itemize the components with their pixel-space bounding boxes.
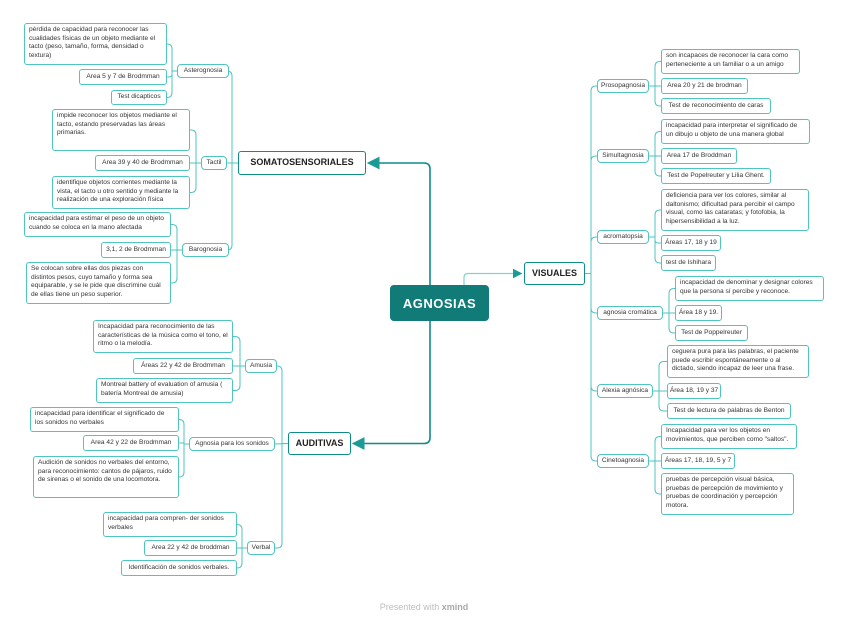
detail-cinetoagnosia-test: pruebas de percepción visual básica, pruebas de percepción de movimiento y pruebas de coordinación y percepción motora. bbox=[661, 473, 794, 515]
detail-sonidos-test: Audición de sonidos no verbales del entorno, para reconocimiento: cantos de pájaros, ruido de sirenas o el sonido de una locomotora. bbox=[33, 456, 179, 498]
connector-detail-cinetoagnosia-test bbox=[649, 461, 661, 494]
detail-verbal-area: Area 22 y 42 de broddman bbox=[144, 540, 237, 556]
connector-detail-alexia-test bbox=[653, 391, 667, 411]
connector-visuales bbox=[464, 274, 520, 286]
detail-prosopagnosia-area: Area 20 y 21 de brodman bbox=[661, 78, 748, 94]
central-topic[interactable]: AGNOSIAS bbox=[390, 285, 489, 321]
connector-detail-alexia-definition bbox=[653, 362, 667, 392]
connector-topic-barognosia bbox=[227, 163, 238, 250]
connector-detail-verbal-test bbox=[237, 548, 247, 568]
branch-somatosensoriales[interactable]: SOMATOSENSORIALES bbox=[238, 151, 366, 175]
topic-prosopagnosia[interactable]: Prosopagnosia bbox=[597, 79, 649, 93]
detail-cromatica-definition: incapacidad de denominar y designar colores que la persona sí percibe y reconoce. bbox=[675, 276, 824, 301]
detail-tactil-definition: impide reconocer los objetos mediante el tacto, estando preservadas las áreas primarias. bbox=[52, 109, 190, 151]
detail-cromatica-area: Área 18 y 19. bbox=[675, 305, 722, 321]
detail-simultagnosia-area: Area 17 de Broddman bbox=[661, 148, 737, 164]
connector-detail-barognosia-test bbox=[171, 250, 182, 283]
connector-detail-tactil-definition bbox=[190, 130, 201, 163]
connector-detail-acromatopsia-definition bbox=[649, 210, 661, 237]
connector-somatosensoriales bbox=[370, 163, 430, 285]
detail-cinetoagnosia-definition: Incapacidad para ver los objetos en movimientos, que perciben como "saltos". bbox=[661, 424, 797, 449]
connector-detail-simultagnosia-definition bbox=[649, 132, 661, 157]
connector-topic-acromatopsia bbox=[585, 237, 597, 274]
footer-presented: Presented with bbox=[379, 602, 440, 612]
connector-detail-sonidos-test bbox=[179, 444, 189, 477]
topic-agnosia-cromatica[interactable]: agnosia cromática bbox=[597, 306, 663, 320]
connector-detail-amusia-test bbox=[233, 366, 245, 391]
connector-detail-cromatica-definition bbox=[663, 289, 675, 314]
footer-credit bbox=[0, 602, 848, 612]
detail-verbal-test: Identificación de sonidos verbales. bbox=[121, 560, 237, 576]
topic-barognosia[interactable]: Barognosia bbox=[182, 243, 229, 257]
detail-verbal-definition: incapacidad para compren- der sonidos verbales bbox=[103, 512, 237, 537]
xmind-logo: xmind bbox=[441, 602, 469, 612]
detail-sonidos-area: Area 42 y 22 de Brodmman bbox=[83, 435, 179, 451]
detail-acromatopsia-area: Áreas 17, 18 y 19 bbox=[661, 235, 721, 251]
detail-simultagnosia-test: Test de Popelreuter y Lilia Ghent. bbox=[661, 168, 771, 184]
topic-amusia[interactable]: Amusia bbox=[245, 359, 277, 373]
topic-agnosia-sonidos[interactable]: Agnosia para los sonidos bbox=[189, 437, 275, 451]
branch-auditivas[interactable]: AUDITIVAS bbox=[288, 432, 351, 455]
connector-detail-cromatica-test bbox=[663, 313, 675, 333]
connector-topic-amusia bbox=[277, 366, 288, 444]
topic-cinetoagnosia[interactable]: Cinetoagnosia bbox=[597, 454, 649, 468]
detail-asterognosia-area: Area 5 y 7 de Brodmman bbox=[79, 69, 167, 85]
detail-barognosia-definition: incapacidad para estimar el peso de un objeto cuando se coloca en la mano afectada bbox=[24, 212, 171, 237]
connector-detail-asterognosia-definition bbox=[167, 44, 177, 71]
detail-amusia-area: Áreas 22 y 42 de Brodmman bbox=[133, 358, 233, 374]
branch-visuales[interactable]: VISUALES bbox=[524, 262, 585, 285]
detail-asterognosia-definition: pérdida de capacidad para reconocer las cualidades físicas de un objeto mediante el tacto (peso, tamaño, forma, densidad o textura) bbox=[24, 23, 167, 65]
detail-acromatopsia-definition: deficiencia para ver los colores, similar al daltonismo; dificultad para percibir el campo visual, como las cataratas; y fotofobia, la hipersensibilidad a la luz. bbox=[661, 189, 809, 231]
topic-verbal[interactable]: Verbal bbox=[247, 541, 275, 555]
detail-simultagnosia-definition: incapacidad para interpretar el significado de un dibujo u objeto de una manera global bbox=[661, 119, 810, 144]
connector-detail-prosopagnosia-definition bbox=[649, 62, 661, 87]
connector-detail-sonidos-definition bbox=[179, 420, 189, 445]
connector-detail-barognosia-definition bbox=[171, 225, 182, 251]
connector-detail-simultagnosia-test bbox=[649, 156, 661, 176]
connector-detail-cinetoagnosia-definition bbox=[649, 437, 661, 462]
detail-cinetoagnosia-area: Áreas 17, 18, 19, 5 y 7 bbox=[661, 453, 735, 469]
detail-alexia-definition: ceguera pura para las palabras, el paciente puede escribir espontáneamente o al dictado, siendo incapaz de leer una frase. bbox=[667, 345, 809, 378]
detail-tactil-area: Area 39 y 40 de Brodmman bbox=[95, 155, 190, 171]
topic-alexia-agnosica[interactable]: Alexia agnósica bbox=[597, 384, 653, 398]
detail-barognosia-test: Se colocan sobre ellas dos piezas con distintos pesos, cuyo tamaño y forma sea equiparable, y se le pide que discrimine cuál de ellas tiene un peso superior. bbox=[26, 262, 171, 304]
connector-detail-prosopagnosia-test bbox=[649, 86, 661, 106]
connector-auditivas bbox=[355, 321, 430, 444]
topic-simultagnosia[interactable]: Simultagnosia bbox=[597, 149, 649, 163]
detail-amusia-test: Montreal battery of evaluation of amusia ( batería Montreal de amusia) bbox=[96, 378, 233, 403]
detail-alexia-area: Área 18, 19 y 37 bbox=[667, 383, 721, 399]
topic-asterognosia[interactable]: Asterognosia bbox=[177, 64, 229, 78]
topic-tactil[interactable]: Tactil bbox=[201, 156, 227, 170]
detail-prosopagnosia-test: Test de reconocimiento de caras bbox=[661, 98, 771, 114]
detail-barognosia-area: 3,1, 2 de Brodmman bbox=[101, 242, 171, 258]
detail-sonidos-definition: incapacidad para identificar el significado de los sonidos no verbales bbox=[30, 407, 179, 432]
connector-topic-verbal bbox=[275, 444, 288, 549]
detail-prosopagnosia-definition: son incapaces de reconocer la cara como perteneciente a un familiar o a un amigo bbox=[661, 49, 800, 74]
connector-topic-asterognosia bbox=[227, 71, 238, 163]
detail-tactil-test: identifique objetos corrientes mediante la vista, el tacto u otro sentido y mediante la realización de una exploración física bbox=[52, 176, 190, 209]
detail-asterognosia-test: Test dicapticos bbox=[111, 90, 167, 105]
topic-acromatopsia[interactable]: acromatopsia bbox=[597, 230, 649, 244]
connector-detail-asterognosia-test bbox=[167, 71, 177, 98]
detail-cromatica-test: Test de Poppelreuter bbox=[675, 325, 748, 341]
detail-amusia-definition: Incapacidad para reconocimiento de las características de la música como el tono, el ritmo o la melodía. bbox=[93, 320, 233, 353]
connector-detail-acromatopsia-test bbox=[649, 237, 661, 263]
connector-detail-verbal-definition bbox=[237, 525, 247, 549]
connector-detail-amusia-definition bbox=[233, 337, 245, 367]
connector-detail-tactil-test bbox=[190, 163, 201, 193]
detail-alexia-test: Test de lectura de palabras de Benton bbox=[667, 403, 791, 419]
connector-topic-cinetoagnosia bbox=[585, 274, 597, 462]
detail-acromatopsia-test: test de Ishihara bbox=[661, 255, 716, 271]
